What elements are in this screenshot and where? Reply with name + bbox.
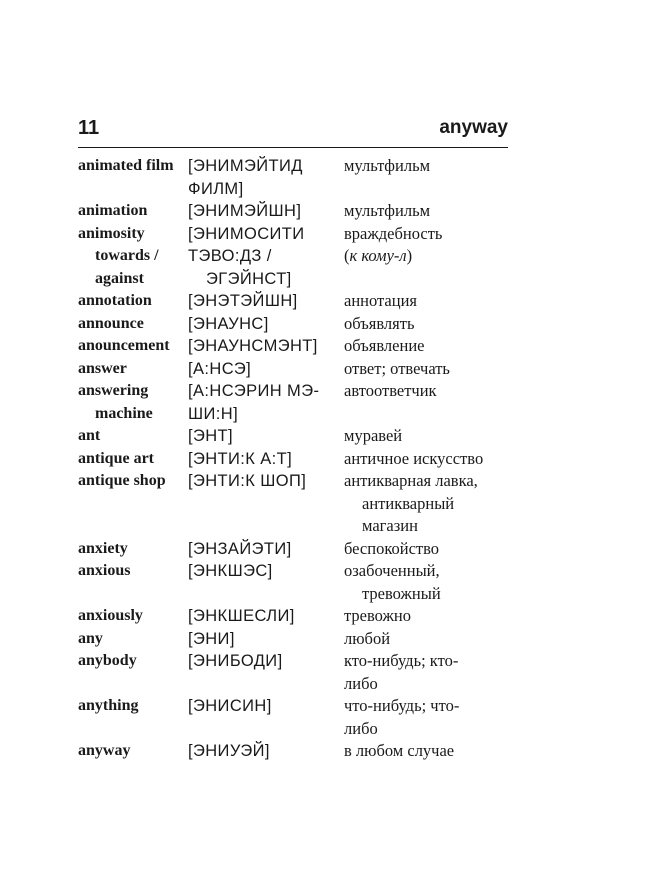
entry-answer <box>78 358 518 381</box>
pronunciation-line: [ЭНКШЕСЛИ] <box>188 607 295 625</box>
translation <box>344 223 518 246</box>
translation-line: мультфильм <box>344 156 431 175</box>
translation <box>344 313 518 336</box>
pronunciation <box>188 448 344 471</box>
headword: anything <box>78 697 139 714</box>
entry-announce <box>78 313 518 336</box>
pronunciation <box>188 695 344 718</box>
translation-line: либо <box>344 718 378 738</box>
pronunciation-line: [ЭНАУНС] <box>188 314 269 333</box>
translation-line: аннотация <box>344 291 418 310</box>
entry-anybody <box>78 650 518 695</box>
translation <box>344 290 518 313</box>
translation-paren-close: ) <box>406 246 413 265</box>
translation-line: автоответчик <box>344 381 437 400</box>
pronunciation-line: [ЭНИУЭЙ] <box>188 742 270 760</box>
translation-line: объявлять <box>344 313 415 333</box>
pronunciation <box>188 628 344 651</box>
translation <box>344 470 518 538</box>
translation <box>344 380 518 403</box>
headword: any <box>78 629 103 647</box>
pronunciation-line: [ЭНТИ:К ШОП] <box>188 472 307 490</box>
translation <box>344 650 518 695</box>
headword: ant <box>78 427 101 444</box>
headword: antique shop <box>78 472 166 489</box>
headword: answering machine <box>78 382 153 422</box>
headword: animation <box>78 202 148 219</box>
pronunciation <box>188 425 344 448</box>
headword: announce <box>78 314 144 332</box>
translation-line: любой <box>344 628 391 648</box>
pronunciation-line: [ЭНАУНСМЭНТ] <box>188 337 318 355</box>
pronunciation-line: [ЭНИ] <box>188 629 235 648</box>
translation <box>344 358 518 381</box>
translation-line: магазин <box>362 516 418 535</box>
pronunciation-line: [ЭНИБОДИ] <box>188 652 283 670</box>
entry-animated-film <box>78 155 518 200</box>
translation-line: озабоченный, <box>344 561 440 580</box>
translation-line: античное искусство <box>344 448 484 468</box>
translation-line: либо <box>344 673 378 693</box>
pronunciation <box>188 155 344 200</box>
pronunciation <box>188 538 344 561</box>
entry-anxiously <box>78 605 518 628</box>
translation <box>344 245 518 268</box>
running-head: anyway <box>439 117 508 138</box>
pronunciation-line: [ЭНКШЭС] <box>188 562 273 580</box>
translation <box>344 425 518 448</box>
translation-line: антикварный <box>362 493 455 513</box>
entry-towards-against <box>78 245 518 290</box>
translation-line: враждебность <box>344 223 443 243</box>
pronunciation <box>188 605 344 628</box>
translation-line: беспокойство <box>344 538 440 558</box>
pronunciation-line: [ЭНТИ:К А:Т] <box>188 449 293 468</box>
entry-anxiety <box>78 538 518 561</box>
pronunciation-line: [ЭНЗАЙЭТИ] <box>188 539 292 558</box>
page-header <box>78 112 508 146</box>
pronunciation <box>188 245 344 290</box>
entry-anyway <box>78 740 518 763</box>
headword: anxiety <box>78 539 128 557</box>
pronunciation <box>188 335 344 358</box>
translation-paren-open: ( <box>344 246 350 265</box>
headword: antique art <box>78 449 154 467</box>
translation-line: что-нибудь; что- <box>344 696 460 715</box>
pronunciation <box>188 650 344 673</box>
headword: anybody <box>78 652 137 669</box>
translation-line: тревожно <box>344 606 411 625</box>
pronunciation-line: [ЭНТ] <box>188 427 234 445</box>
entry-anything <box>78 695 518 740</box>
entry-antique-shop <box>78 470 518 538</box>
headword: anxiously <box>78 607 143 624</box>
translation <box>344 448 518 471</box>
translation-line: в любом случае <box>344 741 455 760</box>
translation-line: антикварная лавка, <box>344 471 478 490</box>
pronunciation-line: ЭГЭЙНСТ] <box>206 269 292 288</box>
entry-animation <box>78 200 518 223</box>
pronunciation <box>188 560 344 583</box>
headword: anxious <box>78 562 131 579</box>
entry-list <box>78 155 518 763</box>
pronunciation <box>188 313 344 336</box>
translation-line: кто-нибудь; кто- <box>344 651 459 670</box>
translation <box>344 335 518 358</box>
translation-line: мультфильм <box>344 201 431 220</box>
headword: towards / against <box>95 247 159 287</box>
translation-line <box>344 245 518 268</box>
page-number: 11 <box>78 117 100 139</box>
translation <box>344 560 518 605</box>
entry-antique-art <box>78 448 518 471</box>
entry-annotation <box>78 290 518 313</box>
pronunciation-line: [ЭНИСИН] <box>188 697 272 715</box>
pronunciation <box>188 380 344 425</box>
entry-animosity <box>78 223 518 246</box>
translation-italic: к кому-л <box>349 246 407 265</box>
pronunciation-line: [ЭНИМЭЙШН] <box>188 202 302 220</box>
pronunciation-line: [ЭНИМОСИТИ <box>188 224 305 243</box>
entry-answering-machine <box>78 380 518 425</box>
entry-anxious <box>78 560 518 605</box>
translation-line: объявление <box>344 336 425 355</box>
headword: animated film <box>78 157 174 174</box>
pronunciation <box>188 470 344 493</box>
headword: answer <box>78 359 127 377</box>
translation-line: муравей <box>344 426 403 445</box>
pronunciation <box>188 223 344 246</box>
translation <box>344 605 518 628</box>
translation <box>344 155 518 178</box>
pronunciation-line: [ЭНИМЭЙТИД <box>188 157 303 175</box>
translation <box>344 740 518 763</box>
pronunciation-line: [А:НСЭ] <box>188 359 252 378</box>
pronunciation <box>188 358 344 381</box>
pronunciation-line: ШИ:Н] <box>188 404 239 423</box>
entry-any <box>78 628 518 651</box>
pronunciation-line: ТЭВО:ДЗ / <box>188 247 272 265</box>
translation-line: ответ; отвечать <box>344 358 450 378</box>
pronunciation-line: [А:НСЭРИН МЭ- <box>188 382 320 400</box>
headword: annotation <box>78 292 152 309</box>
translation <box>344 628 518 651</box>
pronunciation <box>188 290 344 313</box>
translation-line: тревожный <box>362 583 441 603</box>
translation <box>344 538 518 561</box>
header-rule <box>78 147 508 149</box>
translation <box>344 200 518 223</box>
headword: animosity <box>78 224 145 242</box>
entry-anouncement <box>78 335 518 358</box>
entry-ant <box>78 425 518 448</box>
headword: anyway <box>78 742 131 759</box>
pronunciation <box>188 740 344 763</box>
pronunciation-line: [ЭНЭТЭЙШН] <box>188 292 298 310</box>
headword: anouncement <box>78 337 170 354</box>
pronunciation <box>188 200 344 223</box>
pronunciation-line: ФИЛМ] <box>188 179 244 198</box>
translation <box>344 695 518 740</box>
